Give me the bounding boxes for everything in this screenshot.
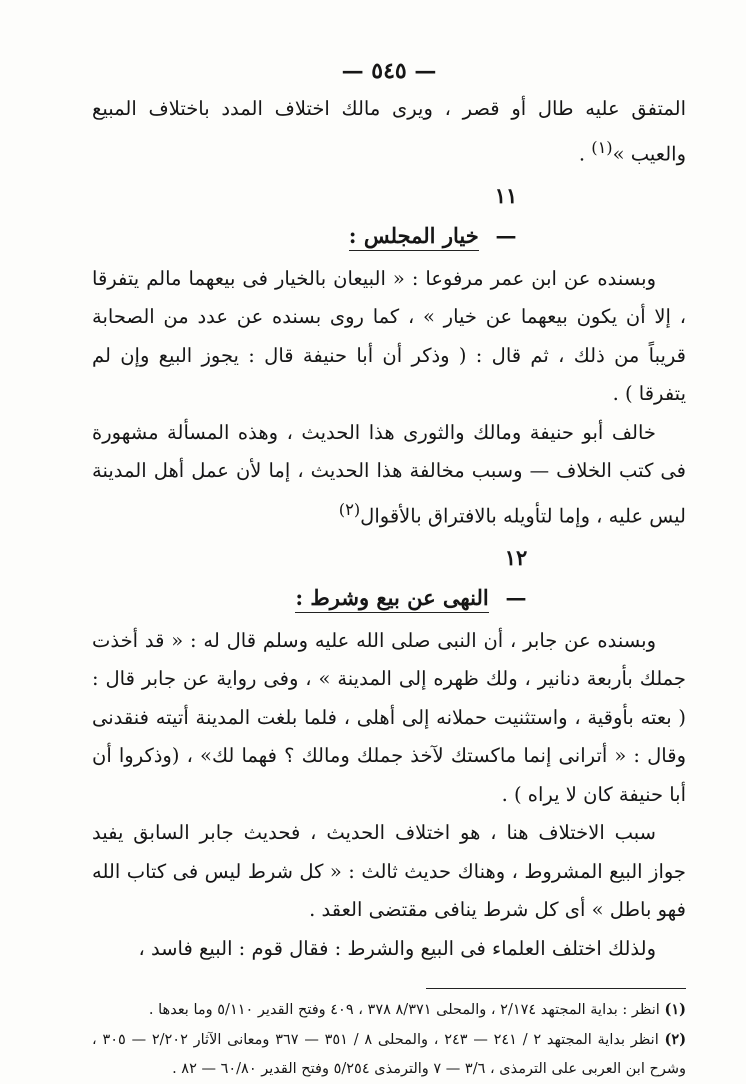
footnote-separator	[426, 988, 686, 989]
paragraph-1-text: المتفق عليه طال أو قصر ، ويرى مالك اختلاف المدد باختلاف المبيع والعيب »	[92, 97, 686, 165]
section-title-11: خيار المجلس :	[349, 223, 479, 251]
footnote-2-text: انظر بداية المجتهد ٢ / ٢٤١ — ٢٤٣ ، والمحلى ٨ / ٣٥١ — ٣٦٧ ومعانى الآثار ٢/٢٠٢ — ٣٠٥ ، وشرح ابن العربى على الترمذى ، ٣/٦ — ٧ والترمذى ٥/٢٥٤ وفتح القدير ٦٠/٨٠ — ٨٢ .	[92, 1032, 686, 1077]
paragraph-3-text: خالف أبو حنيفة ومالك والثورى هذا الحديث ، وهذه المسألة مشهورة فى كتب الخلاف — وسبب مخالفة هذا الحديث ، إما لأن عمل أهل المدينة ليس عليه ، وإما لتأويله بالافتراق بالأقوال	[92, 420, 686, 527]
footnote-ref-2: (٢)	[338, 499, 361, 519]
footnote-1	[92, 995, 686, 1025]
paragraph-1	[92, 90, 686, 174]
footnote-2-number: (٢)	[664, 1031, 687, 1048]
section-heading-12	[92, 538, 686, 618]
footnote-ref-1: (١)	[591, 137, 613, 157]
paragraph-3	[92, 414, 686, 536]
section-title-12: النهى عن بيع وشرط :	[295, 585, 488, 613]
paragraph-4: وبسنده عن جابر ، أن النبى صلى الله عليه وسلم قال له : « قد أخذت جملك بأربعة دنانير ، ولك ظهره إلى المدينة » ، وفى رواية عن جابر قال : ( بعته بأوقية ، واستثنيت حملانه إلى أهلى ، فلما بلغت المدينة أتيته فنقدنى وقال : « أترانى إنما ماكستك لآخذ جملك ومالك ؟ فهما لك» ، (وذكروا أن أبا حنيفة كان لا يراه ) .	[92, 628, 686, 806]
paragraph-5: سبب الاختلاف هنا ، هو اختلاف الحديث ، فحديث جابر السابق يفيد جواز البيع المشروط ، وهناك حديث ثالث : « كل شرط ليس فى كتاب الله فهو باطل » أى كل شرط ينافى مقتضى العقد .	[92, 821, 686, 921]
paragraph-2: وبسنده عن ابن عمر مرفوعا : « البيعان بالخيار فى بيعهما مالم يتفرقا ، إلا أن يكون بيعهما عن خيار » ، كما روى بسنده عن عدد من الصحابة قريباً من ذلك ، ثم قال : ( وذكر أن أبا حنيفة قال : يجوز البيع وإن لم يتفرقا ) .	[92, 266, 686, 405]
footnote-1-text: انظر : بداية المجتهد ٢/١٧٤ ، والمحلى ٨/٣٧١ ٣٧٨ ، ٤٠٩ وفتح القدير ٥/١١٠ وما بعدها .	[148, 1002, 660, 1018]
section-number-12: ١٢ —	[504, 544, 528, 610]
section-number-11: ١١ —	[494, 182, 518, 248]
paragraph-1-end: .	[578, 142, 592, 165]
section-heading-11	[92, 176, 686, 256]
footnote-2	[92, 1025, 686, 1084]
footnote-1-number: (١)	[664, 1001, 686, 1018]
paragraph-6: ولذلك اختلف العلماء فى البيع والشرط : فقال قوم : البيع فاسد ،	[138, 936, 656, 960]
page-number: — ٥٤٥ —	[341, 58, 437, 84]
